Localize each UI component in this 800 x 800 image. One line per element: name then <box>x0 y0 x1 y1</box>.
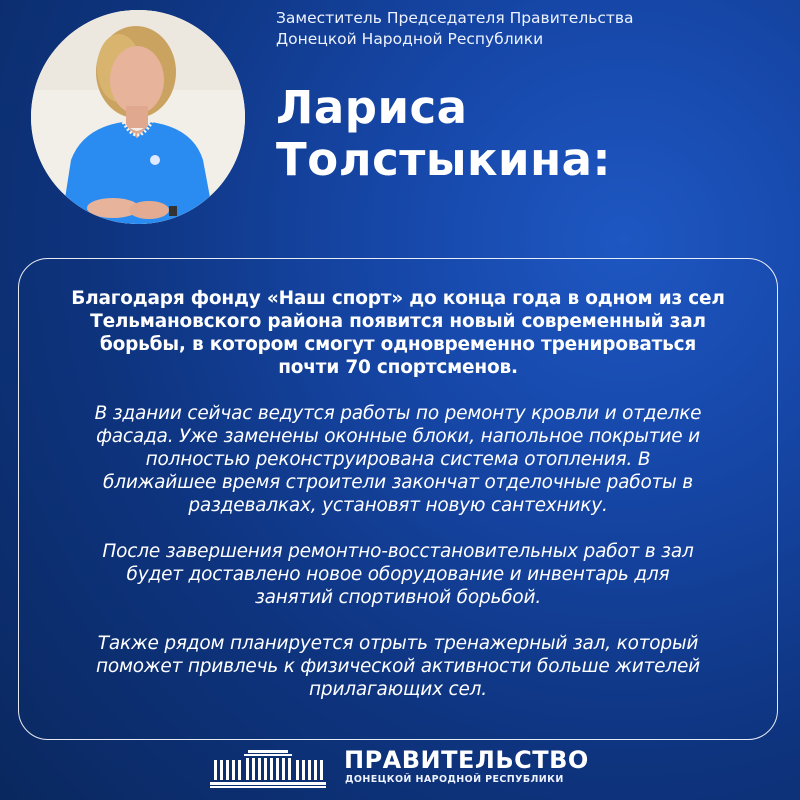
quote-line: Тельмановского района появится новый современный зал <box>90 311 706 332</box>
quote-line: ближайшее время строители закончат отделочные работы в <box>103 472 693 493</box>
footer-logo <box>208 746 628 792</box>
speaker-name-line-2: Толстыкина: <box>276 133 612 186</box>
quote-line: борьбы, в котором смогут одновременно тренироваться <box>99 334 697 355</box>
position-title <box>276 8 716 50</box>
org-subtitle: ДОНЕЦКОЙ НАРОДНОЙ РЕСПУБЛИКИ <box>345 774 564 785</box>
quote-line: занятий спортивной борьбой. <box>254 587 542 608</box>
government-building-emblem-icon <box>208 746 328 790</box>
position-line-2: Донецкой Народной Республики <box>276 30 544 48</box>
quote-line: раздевалках, установят новую сантехнику. <box>188 495 608 516</box>
quote-paragraph-lead <box>29 287 767 379</box>
quote-paragraph-4 <box>29 632 767 701</box>
quote-line: прилагающих сел. <box>309 679 487 700</box>
position-line-1: Заместитель Председателя Правительства <box>276 9 634 27</box>
org-name: ПРАВИТЕЛЬСТВО <box>344 746 589 774</box>
quote-line: полностью реконструирована система отопления. В <box>145 449 651 470</box>
quote-paragraph-2 <box>29 402 767 517</box>
quote-paragraph-3 <box>29 540 767 609</box>
quote-box <box>18 258 778 740</box>
quote-line: почти 70 спортсменов. <box>278 357 518 378</box>
quote-line: В здании сейчас ведутся работы по ремонту кровли и отделке <box>94 403 702 424</box>
speaker-name <box>276 82 776 186</box>
speaker-photo-icon <box>31 10 245 224</box>
quote-line: фасада. Уже заменены оконные блоки, напольное покрытие и <box>96 426 700 447</box>
quote-line: будет доставлено новое оборудование и инвентарь для <box>126 564 670 585</box>
quote-line: Благодаря фонду «Наш спорт» до конца года в одном из сел <box>71 288 725 309</box>
speaker-name-line-1: Лариса <box>276 81 468 134</box>
quote-line: поможет привлечь к физической активности больше жителей <box>96 656 700 677</box>
quote-line: Также рядом планируется отрыть тренажерный зал, который <box>97 633 699 654</box>
speaker-photo <box>31 10 245 224</box>
quote-line: После завершения ремонтно-восстановительных работ в зал <box>102 541 694 562</box>
